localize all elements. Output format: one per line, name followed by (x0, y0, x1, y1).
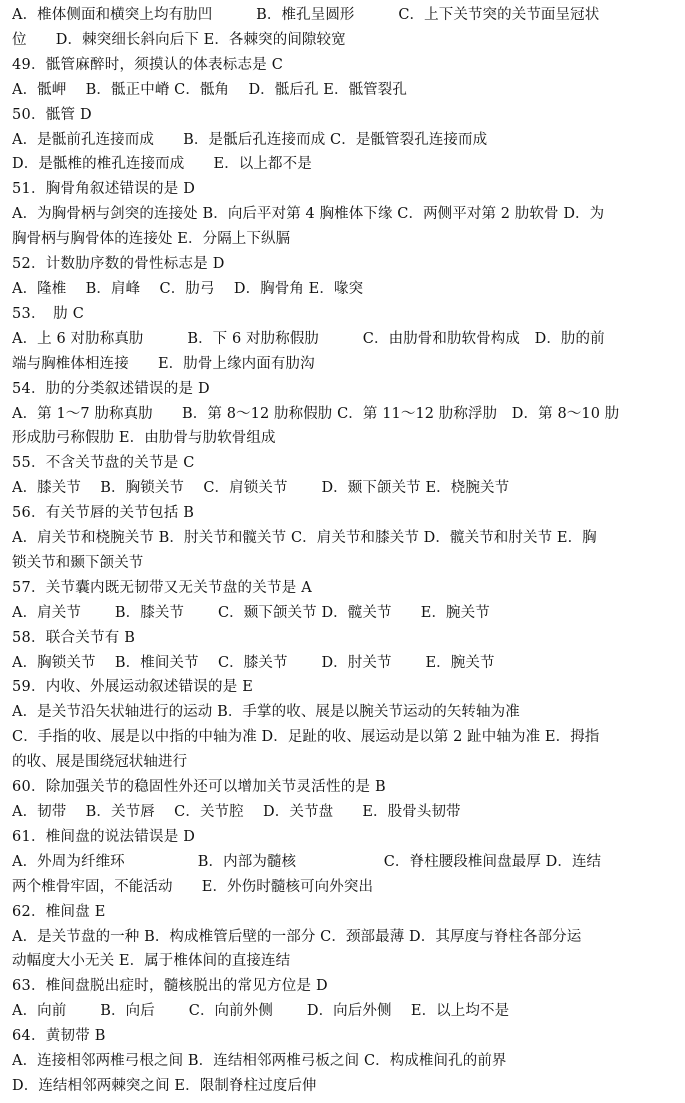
option-line: 锁关节和颞下颌关节 (12, 554, 144, 571)
question-line: 49．骶管麻醉时，须摸认的体表标志是 C (12, 56, 284, 73)
option-line: A．肩关节和桡腕关节 B．肘关节和髋关节 C．肩关节和膝关节 D．髋关节和肘关节 E．胸 (12, 530, 597, 547)
option-line: D．连结相邻两棘突之间 E．限制脊柱过度后伸 (12, 1077, 317, 1094)
option-line: A．隆椎 B．肩峰 C．肋弓 D．胸骨角 E．喙突 (12, 280, 364, 297)
option-line: A．连接相邻两椎弓根之间 B．连结相邻两椎弓板之间 C．构成椎间孔的前界 (12, 1053, 507, 1070)
question-line: 63．椎间盘脱出症时，髓核脱出的常见方位是 D (12, 978, 328, 995)
option-line: A．膝关节 B．胸锁关节 C．肩锁关节 D．颞下颌关节 E．桡腕关节 (12, 480, 510, 497)
option-line: A．第 1～7 肋称真肋 B．第 8～12 肋称假肋 C．第 11～12 肋称浮肋 D．第 8～10 肋 (12, 405, 620, 422)
option-line: A．是骶前孔连接而成 B．是骶后孔连接而成 C．是骶管裂孔连接而成 (12, 131, 488, 148)
question-line: 50．骶管 D (12, 106, 92, 123)
option-line: A．韧带 B．关节唇 C．关节腔 D．关节盘 E．股骨头韧带 (12, 804, 461, 820)
option-line: 的收、展是围绕冠状轴进行 (12, 754, 188, 771)
option-line: 动幅度大小无关 E．属于椎体间的直接连结 (12, 953, 291, 970)
question-line: 53． 肋 C (12, 305, 85, 322)
option-line: 位 D．棘突细长斜向后下 E．各棘突的间隙较宽 (12, 31, 346, 48)
option-line: A．骶岬 B．骶正中嵴 C．骶角 D．骶后孔 E．骶管裂孔 (12, 81, 407, 98)
option-line: 端与胸椎体相连接 E．肋骨上缘内面有肋沟 (12, 355, 315, 372)
option-line: 形成肋弓称假肋 E．由肋骨与肋软骨组成 (12, 430, 276, 447)
option-line: A．外周为纤维环 B．内部为髓核 C．脊柱腰段椎间盘最厚 D．连结 (12, 853, 602, 870)
question-line: 57．关节囊内既无韧带又无关节盘的关节是 A (12, 579, 313, 596)
question-line: 64．黄韧带 B (12, 1028, 106, 1045)
option-line: A．是关节盘的一种 B．构成椎管后壁的一部分 C．颈部最薄 D．其厚度与脊柱各部分运 (12, 928, 582, 945)
option-line: A．是关节沿矢状轴进行的运动 B．手掌的收、展是以腕关节运动的矢转轴为准 (12, 704, 520, 721)
option-line: 胸骨柄与胸骨体的连接处 E．分隔上下纵膈 (12, 231, 291, 248)
option-line: C．手指的收、展是以中指的中轴为准 D．足趾的收、展运动是以第 2 趾中轴为准 E．拇指 (12, 729, 600, 746)
question-line: 58．联合关节有 B (12, 629, 136, 646)
option-line: D．是骶椎的椎孔连接而成 E．以上都不是 (12, 156, 312, 173)
question-line: 51．胸骨角叙述错误的是 D (12, 181, 196, 198)
option-line: A．上 6 对肋称真肋 B．下 6 对肋称假肋 C．由肋骨和肋软骨构成 D．肋的前 (12, 330, 605, 347)
option-line: A．为胸骨柄与剑突的连接处 B．向后平对第 4 胸椎体下缘 C．两侧平对第 2 肋软骨 D．为 (12, 206, 605, 223)
option-line: A．胸锁关节 B．椎间关节 C．膝关节 D．肘关节 E．腕关节 (12, 654, 495, 671)
question-line: 56．有关节唇的关节包括 B (12, 505, 195, 522)
option-line: A．肩关节 B．膝关节 C．颞下颌关节 D．髋关节 E．腕关节 (12, 604, 490, 621)
option-line: 两个椎骨牢固，不能活动 E．外伤时髓核可向外突出 (12, 878, 374, 895)
option-line: A．向前 B．向后 C．向前外侧 D．向后外侧 E．以上均不是 (12, 1003, 510, 1020)
question-line: 52．计数肋序数的骨性标志是 D (12, 256, 225, 273)
question-line: 60．除加强关节的稳固性外还可以增加关节灵活性的是 B (12, 779, 386, 796)
question-line: 62．椎间盘 E (12, 903, 106, 920)
question-line: 54．肋的分类叙述错误的是 D (12, 380, 210, 397)
option-line: A．椎体侧面和横突上均有肋凹 B．椎孔呈圆形 C．上下关节突的关节面呈冠状 (12, 7, 600, 23)
question-line: 61．椎间盘的说法错误是 D (12, 828, 196, 845)
question-line: 55．不含关节盘的关节是 C (12, 455, 195, 472)
question-line: 59．内收、外展运动叙述错误的是 E (12, 679, 254, 696)
